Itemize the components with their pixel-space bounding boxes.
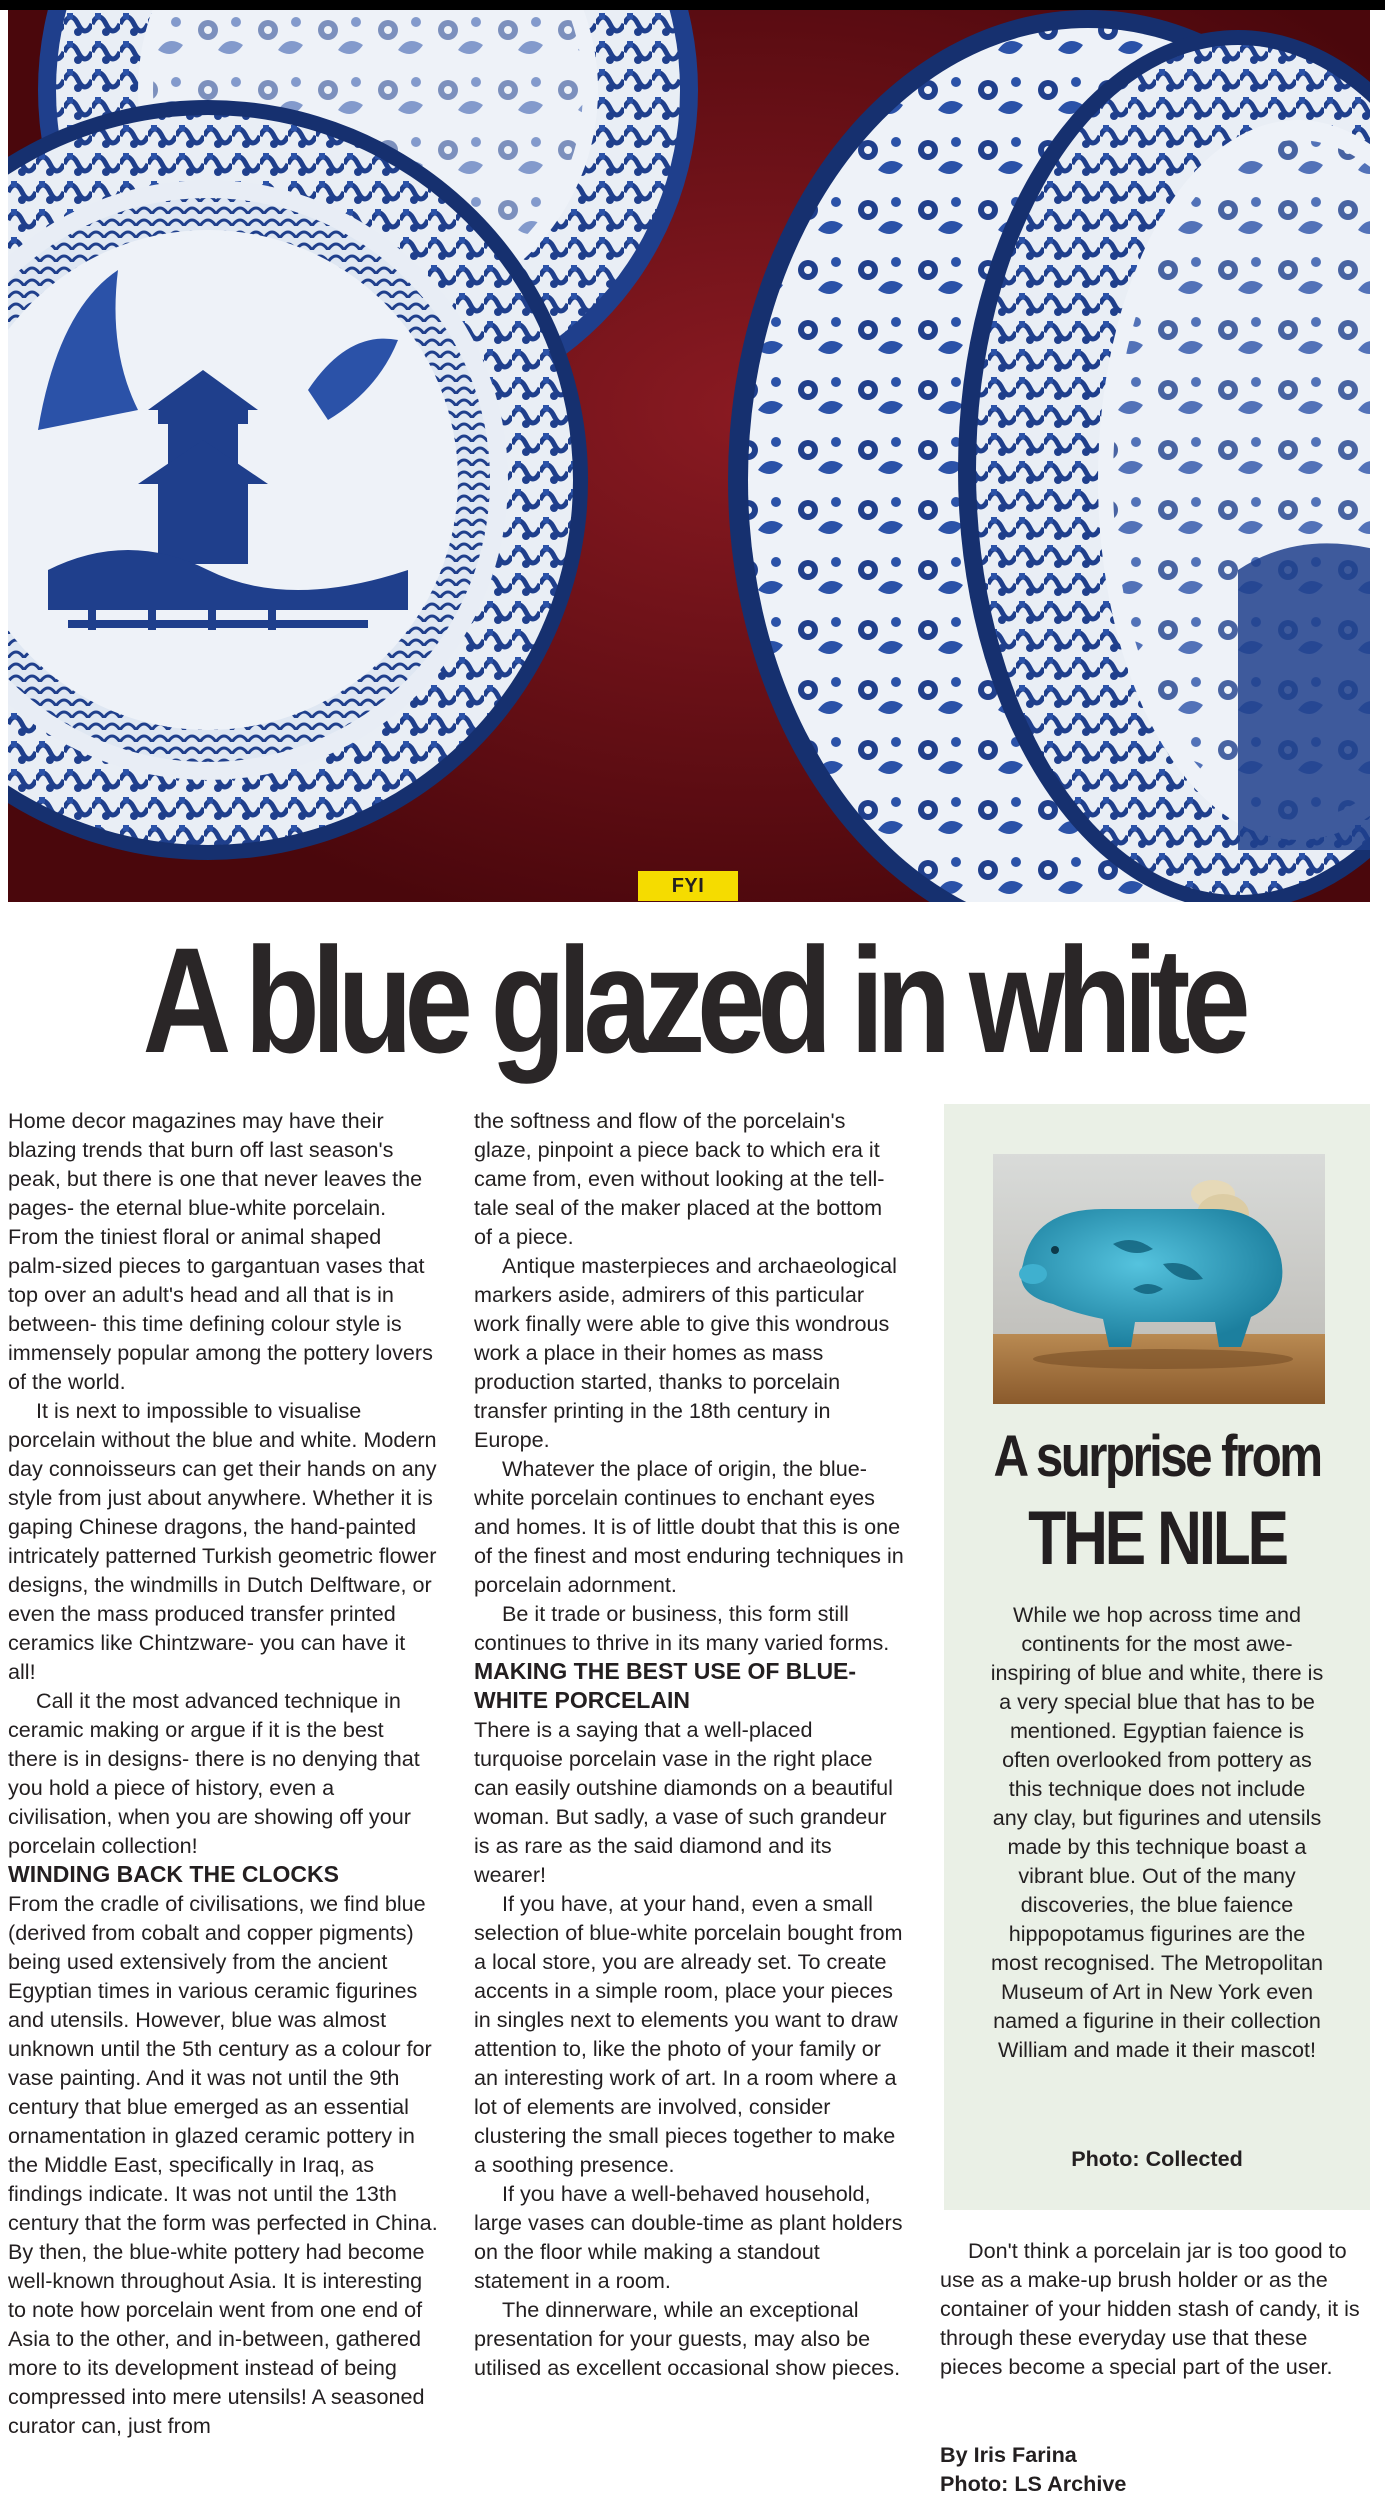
sidebar-box <box>944 1104 1370 2210</box>
article-column-1 <box>8 1106 438 2440</box>
author: By Iris Farina <box>940 2442 1077 2467</box>
top-rule <box>0 0 1385 10</box>
article-column-3 <box>940 2236 1372 2381</box>
article-column-2 <box>474 1106 904 2382</box>
paragraph: Don't think a porcelain jar is too good to use as a make-up brush holder or as the container of your hidden stash of candy, it is through these everyday use that these pieces become a special part of the user. <box>940 2238 1360 2379</box>
paragraph: It is next to impossible to visualise porcelain without the blue and white. Modern day connoisseurs can get their hands on any style from just about anywhere. Whether it is gaping Chinese dragons, the hand-painted intricately patterned Turkish geometric flower designs, the windmills in Dutch Delftware, or even the mass produced transfer printed ceramics like Chintzware- you can have it all! <box>8 1398 437 1684</box>
hippo-photo <box>993 1154 1325 1404</box>
paragraph: Antique masterpieces and archaeological markers aside, admirers of this particular work finally were able to give this wondrous work a place in their homes as mass production started, thanks to porcelain transfer printing in the 18th century in Europe. <box>474 1253 897 1452</box>
paragraph: Home decor magazines may have their blazing trends that burn off last season's peak, but there is one that never leaves the pages- the eternal blue-white porcelain. From the tiniest floral or animal shaped palm-sized pieces to gargantuan vases that top over an adult's head and all that is in between- this time defining colour style is immensely popular among the pottery lovers of the world. <box>8 1108 433 1394</box>
subheading: MAKING THE BEST USE OF BLUE-WHITE PORCELAIN <box>474 1658 857 1713</box>
photo-credit: Photo: LS Archive <box>940 2471 1127 2496</box>
paragraph: If you have, at your hand, even a small selection of blue-white porcelain bought from a local store, you are already set. To create accents in a simple room, place your pieces in singles next to elements you want to draw attention to, like the photo of your family or an interesting work of art. In a room where a lot of elements are involved, consider clustering the small pieces together to make a soothing presence. <box>474 1891 903 2177</box>
sidebar-photo-credit: Photo: Collected <box>1071 2146 1243 2171</box>
sidebar-title-line-1: A surprise from <box>993 1424 1321 1489</box>
faience-hippo-illustration <box>993 1154 1325 1404</box>
porcelain-plates-photo <box>8 10 1370 902</box>
byline <box>940 2440 1126 2498</box>
article-headline: A blue glazed in white <box>142 916 1243 1084</box>
paragraph: From the cradle of civilisations, we find blue (derived from cobalt and copper pigments) being used extensively from the ancient Egyptian times in various ceramic figurines and utensils. However, blue was almost unknown until the 5th century as a colour for vase painting. And it was not until the 9th century that blue emerged as an essential ornamentation in glazed ceramic pottery in the Middle East, specifically in Iraq, as findings indicate. It was not until the 13th century that the form was perfected in China. By then, the blue-white pottery had become well-known throughout Asia. It is interesting to note how porcelain went from one end of Asia to the other, and in-between, gathered more to its development instead of being compressed into mere utensils! A seasoned curator can, just from <box>8 1891 438 2438</box>
subheading: WINDING BACK THE CLOCKS <box>8 1861 339 1887</box>
paragraph: Call it the most advanced technique in ceramic making or argue if it is the best there is in designs- there is no denying that you hold a piece of history, even a civilisation, when you are showing off your porcelain collection! <box>8 1688 420 1858</box>
paragraph: Be it trade or business, this form still continues to thrive in its many varied forms. <box>474 1601 890 1655</box>
sidebar-body: While we hop across time and continents for the most awe-inspiring of blue and white, there is a very special blue that has to be mentioned. Egyptian faience is often overlooked from pottery as this technique does not include any clay, but figurines and utensils made by this technique boast a vibrant blue. Out of the many discoveries, the blue faience hippopotamus figurines are the most recognised. The Metropolitan Museum of Art in New York even named a figurine in their collection William and made it their mascot! <box>990 1602 1324 2062</box>
paragraph: Whatever the place of origin, the blue-white porcelain continues to enchant eyes and homes. It is of little doubt that this is one of the finest and most enduring techniques in porcelain adornment. <box>474 1456 904 1597</box>
section-tag: FYI <box>638 871 738 901</box>
porcelain-plates-illustration <box>8 10 1370 902</box>
paragraph: the softness and flow of the porcelain's glaze, pinpoint a piece back to which era it came from, even without looking at the tell-tale seal of the maker placed at the bottom of a piece. <box>474 1108 885 1249</box>
paragraph: The dinnerware, while an exceptional presentation for your guests, may also be utilised as excellent occasional show pieces. <box>474 2297 901 2380</box>
sidebar-title-line-2: THE NILE <box>1028 1496 1286 1581</box>
paragraph: There is a saying that a well-placed turquoise porcelain vase in the right place can easily outshine diamonds on a beautiful woman. But sadly, a vase of such grandeur is as rare as the said diamond and its wearer! <box>474 1717 893 1887</box>
paragraph: If you have a well-behaved household, large vases can double-time as plant holders on the floor while making a standout statement in a room. <box>474 2181 903 2293</box>
